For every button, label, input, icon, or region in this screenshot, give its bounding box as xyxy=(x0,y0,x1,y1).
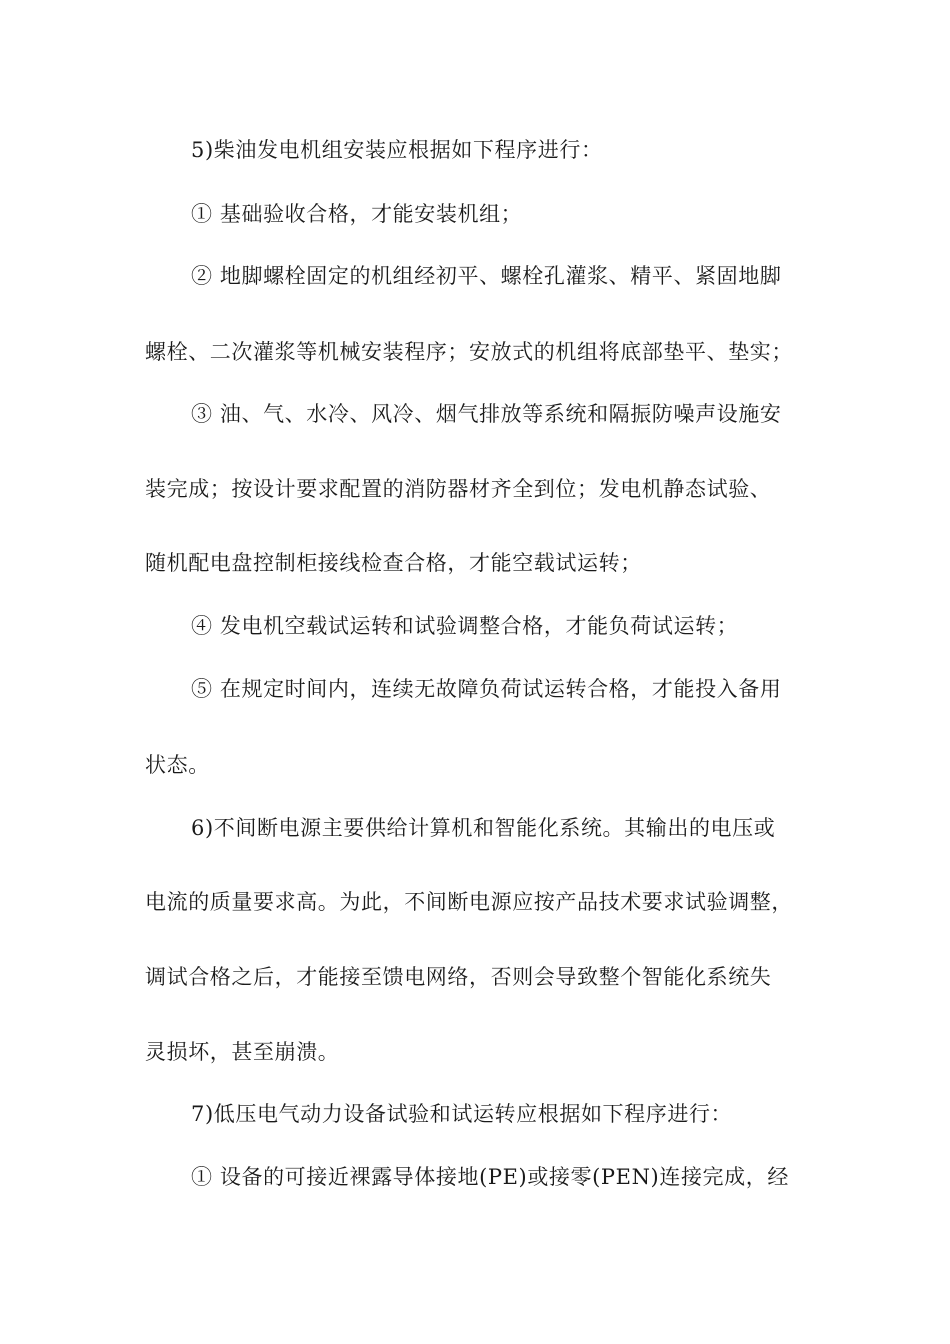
list-item-1-text: ① 基础验收合格，才能安装机组； xyxy=(191,202,523,226)
paragraph-6-continuation-3: 灵损坏，甚至崩溃。 xyxy=(145,1040,340,1064)
paragraph-6-continuation-1: 电流的质量要求高。为此，不间断电源应按产品技术要求试验调整， xyxy=(145,890,793,914)
list-item-5-text: ⑤ 在规定时间内，连续无故障负荷试运转合格，才能投入备用 xyxy=(191,677,782,701)
list-item-5-continuation: 状态。 xyxy=(145,753,210,777)
list-item-2-continuation: 螺栓、二次灌浆等机械安装程序；安放式的机组将底部垫平、垫实； xyxy=(145,340,793,364)
paragraph-7-list-item-1-text: ① 设备的可接近裸露导体接地(PE)或接零(PEN)连接完成，经 xyxy=(191,1165,789,1189)
paragraph-5-heading: 5)柴油发电机组安装应根据如下程序进行： xyxy=(191,138,603,162)
list-item-2-text: ② 地脚螺栓固定的机组经初平、螺栓孔灌浆、精平、紧固地脚 xyxy=(191,264,782,288)
list-item-3-continuation-2: 随机配电盘控制柜接线检查合格，才能空载试运转； xyxy=(145,551,642,575)
list-item-4-text: ④ 发电机空载试运转和试验调整合格，才能负荷试运转； xyxy=(191,614,739,638)
paragraph-6-continuation-2: 调试合格之后，才能接至馈电网络，否则会导致整个智能化系统失 xyxy=(145,965,772,989)
paragraph-6-text: 6)不间断电源主要供给计算机和智能化系统。其输出的电压或 xyxy=(191,816,776,840)
paragraph-7-heading: 7)低压电气动力设备试验和试运转应根据如下程序进行： xyxy=(191,1102,733,1126)
list-item-3-text: ③ 油、气、水冷、风冷、烟气排放等系统和隔振防噪声设施安 xyxy=(191,402,782,426)
list-item-3-continuation-1: 装完成；按设计要求配置的消防器材齐全到位；发电机静态试验、 xyxy=(145,477,772,501)
